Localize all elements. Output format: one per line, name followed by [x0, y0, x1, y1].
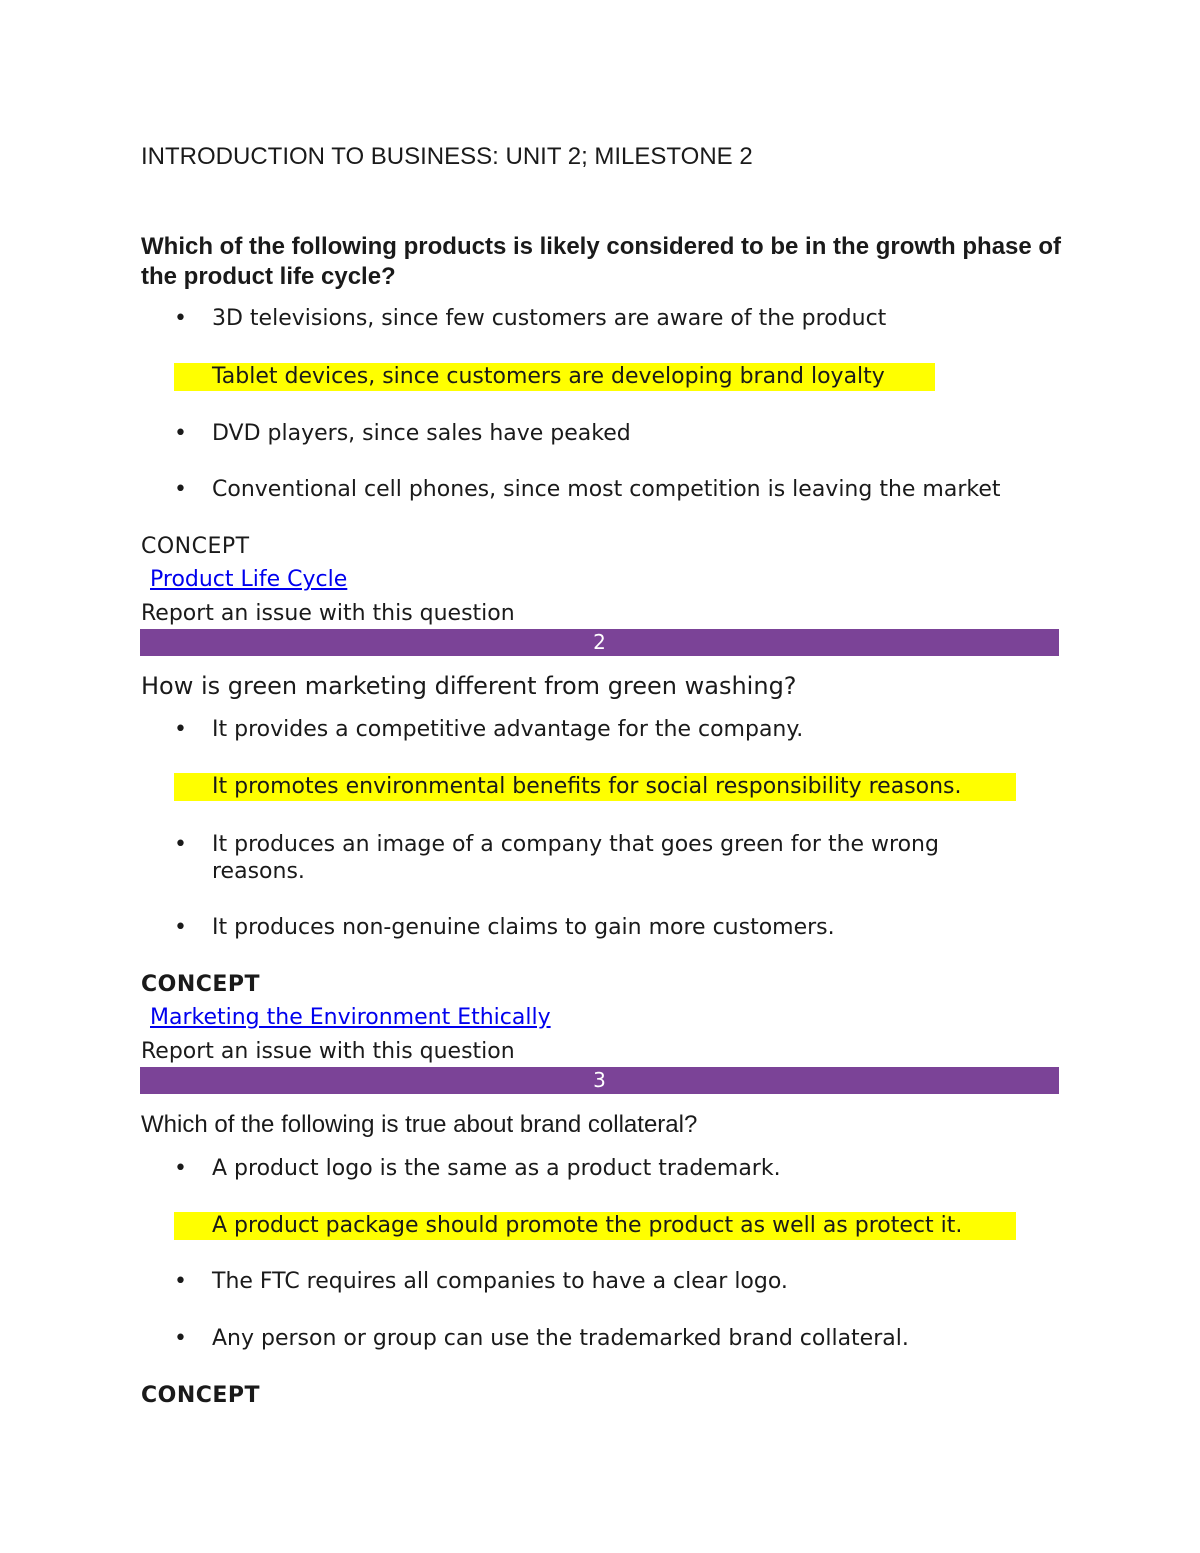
- question-3-option-4: Any person or group can use the trademarked brand collateral.: [212, 1326, 909, 1351]
- question-number-bar: 3: [140, 1067, 1059, 1094]
- concept-link-product-life-cycle[interactable]: Product Life Cycle: [150, 567, 348, 592]
- question-2-option-2-correct: It promotes environmental benefits for social responsibility reasons.: [174, 773, 1016, 801]
- question-1-option-1: 3D televisions, since few customers are aware of the product: [212, 306, 887, 331]
- concept-label: CONCEPT: [141, 1383, 261, 1408]
- concept-label: CONCEPT: [141, 972, 261, 997]
- bullet-icon: •: [174, 717, 187, 742]
- question-1-option-2-correct: Tablet devices, since customers are developing brand loyalty: [174, 363, 935, 391]
- bullet-icon: •: [174, 477, 187, 502]
- question-3-prompt: Which of the following is true about brand collateral?: [141, 1111, 698, 1138]
- question-number-bar: 2: [140, 629, 1059, 656]
- question-1-option-4: Conventional cell phones, since most competition is leaving the market: [212, 477, 1001, 502]
- bullet-icon: •: [174, 1156, 187, 1181]
- question-2-option-1: It provides a competitive advantage for the company.: [212, 717, 804, 742]
- report-issue-link[interactable]: Report an issue with this question: [141, 1039, 515, 1064]
- report-issue-link[interactable]: Report an issue with this question: [141, 601, 515, 626]
- concept-link-marketing-environment[interactable]: Marketing the Environment Ethically: [150, 1005, 551, 1030]
- question-1-prompt-line-2: the product life cycle?: [141, 263, 396, 290]
- question-2-option-3-continued: reasons.: [212, 859, 305, 884]
- bullet-icon: •: [174, 915, 187, 940]
- question-2-prompt: How is green marketing different from green washing?: [141, 672, 797, 700]
- concept-label: CONCEPT: [141, 534, 250, 559]
- document-title: INTRODUCTION TO BUSINESS: UNIT 2; MILESTONE 2: [141, 143, 753, 170]
- bullet-icon: •: [174, 306, 187, 331]
- question-3-option-1: A product logo is the same as a product trademark.: [212, 1156, 781, 1181]
- question-2-option-3: It produces an image of a company that goes green for the wrong: [212, 832, 939, 857]
- bullet-icon: •: [174, 421, 187, 446]
- question-1-option-3: DVD players, since sales have peaked: [212, 421, 631, 446]
- bullet-icon: •: [174, 832, 187, 857]
- bullet-icon: •: [174, 1269, 187, 1294]
- question-1-prompt-line-1: Which of the following products is likely considered to be in the growth phase of: [141, 233, 1062, 260]
- question-3-option-3: The FTC requires all companies to have a clear logo.: [212, 1269, 788, 1294]
- question-2-option-4: It produces non-genuine claims to gain more customers.: [212, 915, 835, 940]
- bullet-icon: •: [174, 1326, 187, 1351]
- question-3-option-2-correct: A product package should promote the product as well as protect it.: [174, 1212, 1016, 1240]
